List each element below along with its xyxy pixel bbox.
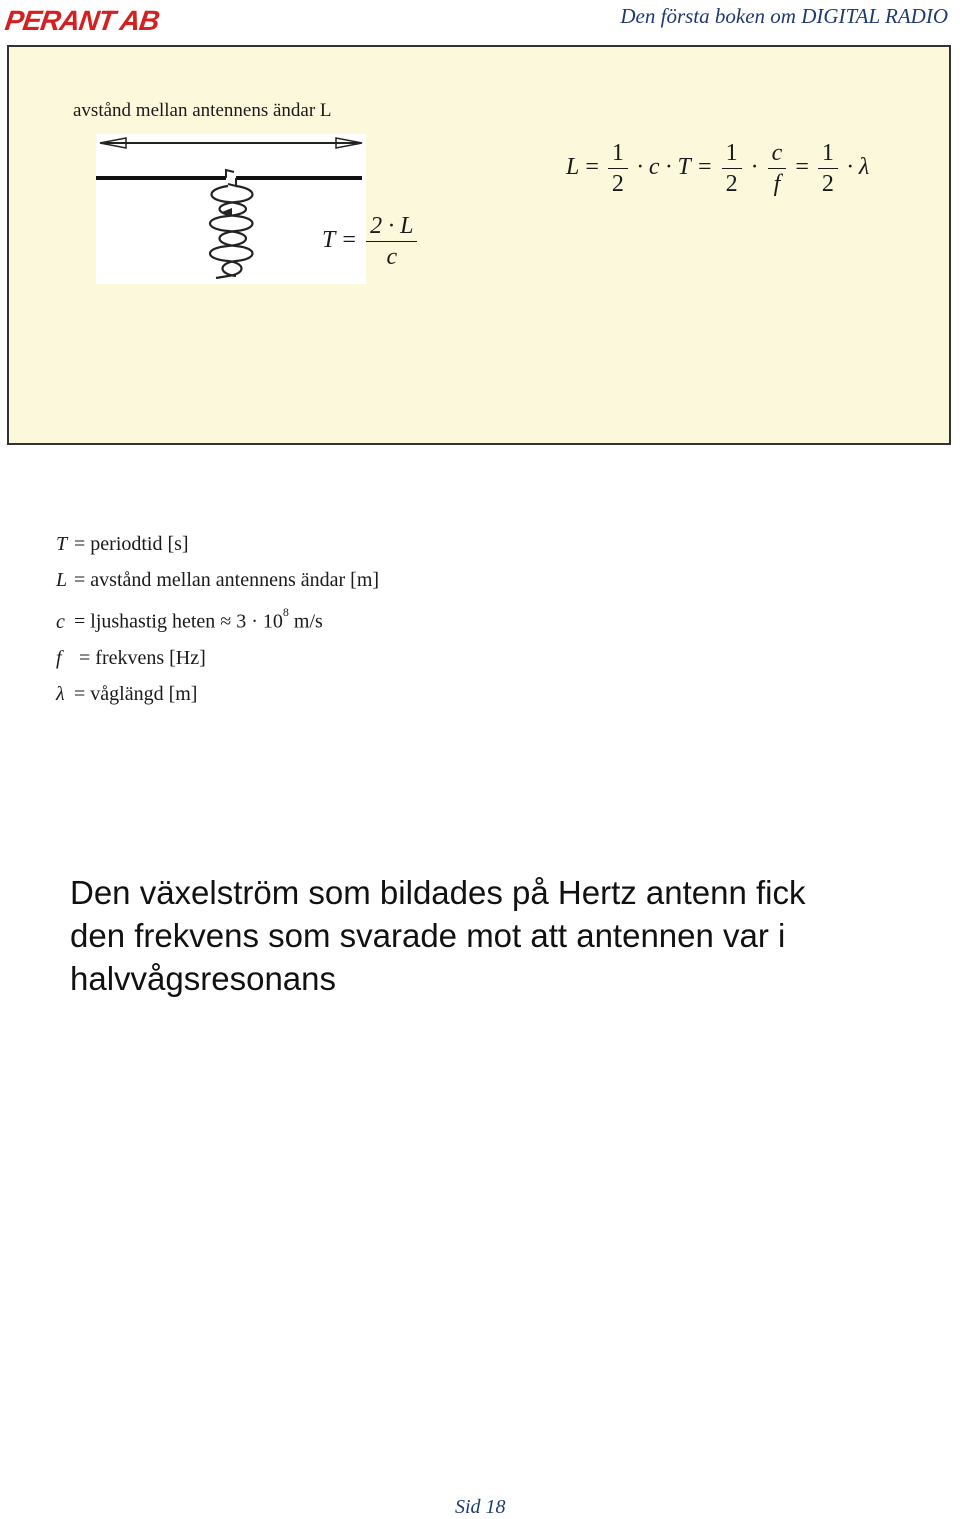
definition-row xyxy=(56,598,379,640)
definition-row xyxy=(56,640,379,676)
definition-symbol: λ xyxy=(56,682,65,705)
formula-operator: = xyxy=(585,154,599,181)
formula-period xyxy=(322,213,420,270)
fraction xyxy=(608,140,628,197)
fraction-denominator: 2 xyxy=(611,171,624,197)
definition-unit: m/s xyxy=(288,610,323,633)
fraction-denominator: c xyxy=(386,244,398,270)
fraction-denominator: 2 xyxy=(725,171,738,197)
fraction-numerator: 1 xyxy=(608,140,628,169)
fraction-numerator: 1 xyxy=(722,140,742,169)
body-paragraph xyxy=(70,871,890,1000)
svg-text:PERANT AB: PERANT AB xyxy=(3,5,161,36)
fraction-numerator: c xyxy=(768,140,787,169)
perant-logo xyxy=(3,2,161,38)
fraction-numerator: 2 · L xyxy=(366,213,417,242)
definition-text: = frekvens [Hz] xyxy=(74,646,206,669)
formula-symbol: T = xyxy=(322,227,358,254)
definition-row xyxy=(56,526,379,562)
definition-symbol: f xyxy=(56,646,62,669)
definition-row xyxy=(56,562,379,598)
formula-length xyxy=(566,140,869,197)
fraction-denominator: f xyxy=(773,171,781,197)
formula-symbol: · λ xyxy=(846,154,870,181)
book-title: Den första boken om DIGITAL RADIO xyxy=(620,4,948,28)
fraction xyxy=(818,140,838,197)
formula-operator: · xyxy=(750,154,759,181)
definition-symbol: c xyxy=(56,610,65,633)
figure-caption: avstånd mellan antennens ändar L xyxy=(73,100,332,121)
definition-symbol: T xyxy=(56,533,68,555)
fraction xyxy=(768,140,787,197)
body-line: Den växelström som bildades på Hertz antenn fick xyxy=(70,874,806,911)
formula-symbol: L xyxy=(566,154,580,181)
definition-text: = våglängd [m] xyxy=(74,682,198,705)
definition-text: = ljushastig heten ≈ 3 · 10 xyxy=(74,610,283,633)
fraction-numerator: 1 xyxy=(818,140,838,169)
fraction-denominator: 2 xyxy=(821,171,834,197)
page-number: Sid 18 xyxy=(455,1496,506,1518)
definition-text: = avstånd mellan antennens ändar [m] xyxy=(74,569,380,591)
definition-symbol: L xyxy=(56,569,68,591)
definition-text: = periodtid [s] xyxy=(74,533,189,555)
exponent: 8 xyxy=(282,605,289,619)
formula-operator: = xyxy=(795,154,809,181)
body-line: den frekvens som svarade mot att antennen var i xyxy=(70,917,786,954)
fraction xyxy=(722,140,742,197)
definitions-list xyxy=(56,526,379,712)
formula-term: · c · T = xyxy=(636,154,713,181)
body-line: halvvågsresonans xyxy=(70,960,336,997)
definition-row xyxy=(56,676,379,712)
fraction xyxy=(366,213,417,270)
